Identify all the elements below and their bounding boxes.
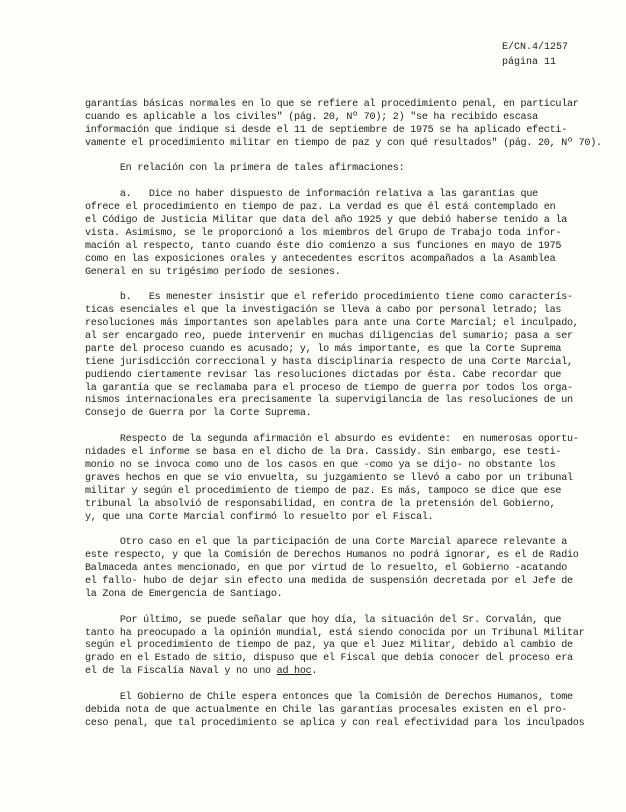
text-line: cuando es aplicable a los civiles" (pág. 20, Nº 70); 2) "se ha recibido escasa [85,111,538,123]
document-number: E/CN.4/1257 [501,42,568,53]
paragraph-relacion [85,163,573,176]
text-line: General en su trigésimo período de sesiones. [85,266,341,278]
text-line: y, que una Corte Marcial confirmó lo resuelto por el Fiscal. [85,511,434,523]
document-body [85,99,602,731]
paragraph-gobierno [85,691,585,731]
text-line: la Zona de Emergencia de Santiago. [85,588,283,600]
text-line: nidades el informe se basa en el dicho de la Dra. Cassidy. Sin embargo, ese testi- [85,447,562,459]
text-line: pudiendo ciertamente revisar las resoluciones dictadas por ésta. Cabe recordar que [85,369,562,381]
text-line [85,666,573,679]
text-line: ofrece el procedimiento en tiempo de paz. La verdad es que él está contemplado en [85,202,556,214]
text-line: debida nota de que actualmente en Chile las garantías procesales existen en el pro- [85,704,568,716]
text-line: resoluciones más importantes son apelables para ante una Corte Marcial; el inculpado, [85,318,579,330]
text-line: tanto ha preocupado a la opinión mundial, está siendo conocida por un Tribunal Militar [85,627,585,639]
text-segment: . [311,666,318,678]
page-number: página 11 [501,57,556,68]
text-line: al ser encargado reo, puede intervenir en muchas diligencias del sumario; pasa a ser [85,331,573,343]
text-line: Consejo de Guerra por la Corte Suprema. [85,408,312,420]
text-line: vamente el procedimiento militar en tiempo de paz y con qué resultados" (pág. 20, Nº 70). [85,137,602,149]
text-line: nismos internacionales era precisamente la supervigilancia de las resoluciones de un [85,395,573,407]
text-line: el Código de Justicia Militar que data del año 1925 y que debió haberse tenido a la [85,215,568,227]
text-line: Por último, se puede señalar que hoy día, la situación del Sr. Corvalán, que [85,614,562,626]
document-header [502,40,568,70]
text-line: parte del proceso cuando es acusado; y, lo más importante, es que la Corte Suprema [85,343,562,355]
text-line: ceso penal, que tal procedimiento se aplica y con real efectividad para los inculpados [85,717,585,729]
text-line: la garantía que se reclamaba para el proceso de tiempo de guerra por todos los orga- [85,382,573,394]
text-line: b. Es menester insistir que el referido procedimiento tiene como caracterís- [85,292,573,304]
underlined-phrase: ad hoc [276,666,312,678]
text-line: militar y según el procedimiento de tiempo de paz. Es más, tampoco se dice que ese [85,485,562,497]
text-line: información que indique si desde el 11 de septiembre de 1975 se ha aplicado efecti- [85,124,568,136]
paragraph-ultimo [85,614,585,679]
text-line: mación al respecto, tanto cuando éste dio comienzo a sus funciones en mayo de 1975 [85,240,562,252]
text-line: como en las exposiciones orales y antecedentes escritos acompañados a la Asamblea [85,253,556,265]
text-line: tribunal la absolvió de responsabilidad, en contra de la pretensión del Gobierno, [85,498,556,510]
paragraph-intro [85,99,602,151]
paragraph-item-a [85,189,573,279]
paragraph-segunda [85,434,579,524]
text-line: Respecto de la segunda afirmación el absurdo es evidente: en numerosas oportu- [85,434,579,446]
text-line: Otro caso en el que la participación de una Corte Marcial aparece relevante a [85,537,568,549]
text-line: según el procedimiento de tiempo de paz, ya que el Juez Militar, debido al cambio de [85,640,573,652]
text-line: ticas esenciales el que la investigación se lleva a cabo por personal letrado; las [85,305,562,317]
text-segment: el de la Fiscalía Naval y no uno [85,666,277,678]
text-line: este respecto, y que la Comisión de Derechos Humanos no podrá ignorar, es el de Radio [85,550,579,562]
text-line: monio no se invoca como uno de los casos en que -como ya se dijo- no obstante los [85,459,556,471]
text-line: En relación con la primera de tales afirmaciones: [85,163,405,175]
paragraph-item-b [85,292,579,421]
text-line: garantías básicas normales en lo que se refiere al procedimiento penal, en particular [85,99,579,110]
text-line: graves hechos en que se vio envuelta, su juzgamiento se llevó a cabo por un tribunal [85,472,573,484]
text-line: el fallo- hubo de dejar sin efecto una medida de suspensión decretada por el Jefe de [85,575,573,587]
text-line: Balmaceda antes mencionado, en que por virtud de lo resuelto, el Gobierno -acatando [85,563,568,575]
text-line: vista. Asimismo, se le proporcionó a los miembros del Grupo de Trabajo toda infor- [85,227,562,239]
paragraph-otro-caso [85,537,579,601]
text-line: tiene jurisdicción correccional y hasta disciplinaria respecto de una Corte Marcial, [85,356,573,368]
text-line: grado en el Estado de sitio, dispuso que el Fiscal que debía conocer del proceso era [85,653,573,665]
text-line: El Gobierno de Chile espera entonces que la Comisión de Derechos Humanos, tome [85,691,573,703]
text-line: a. Dice no haber dispuesto de información relativa a las garantías que [85,189,538,201]
